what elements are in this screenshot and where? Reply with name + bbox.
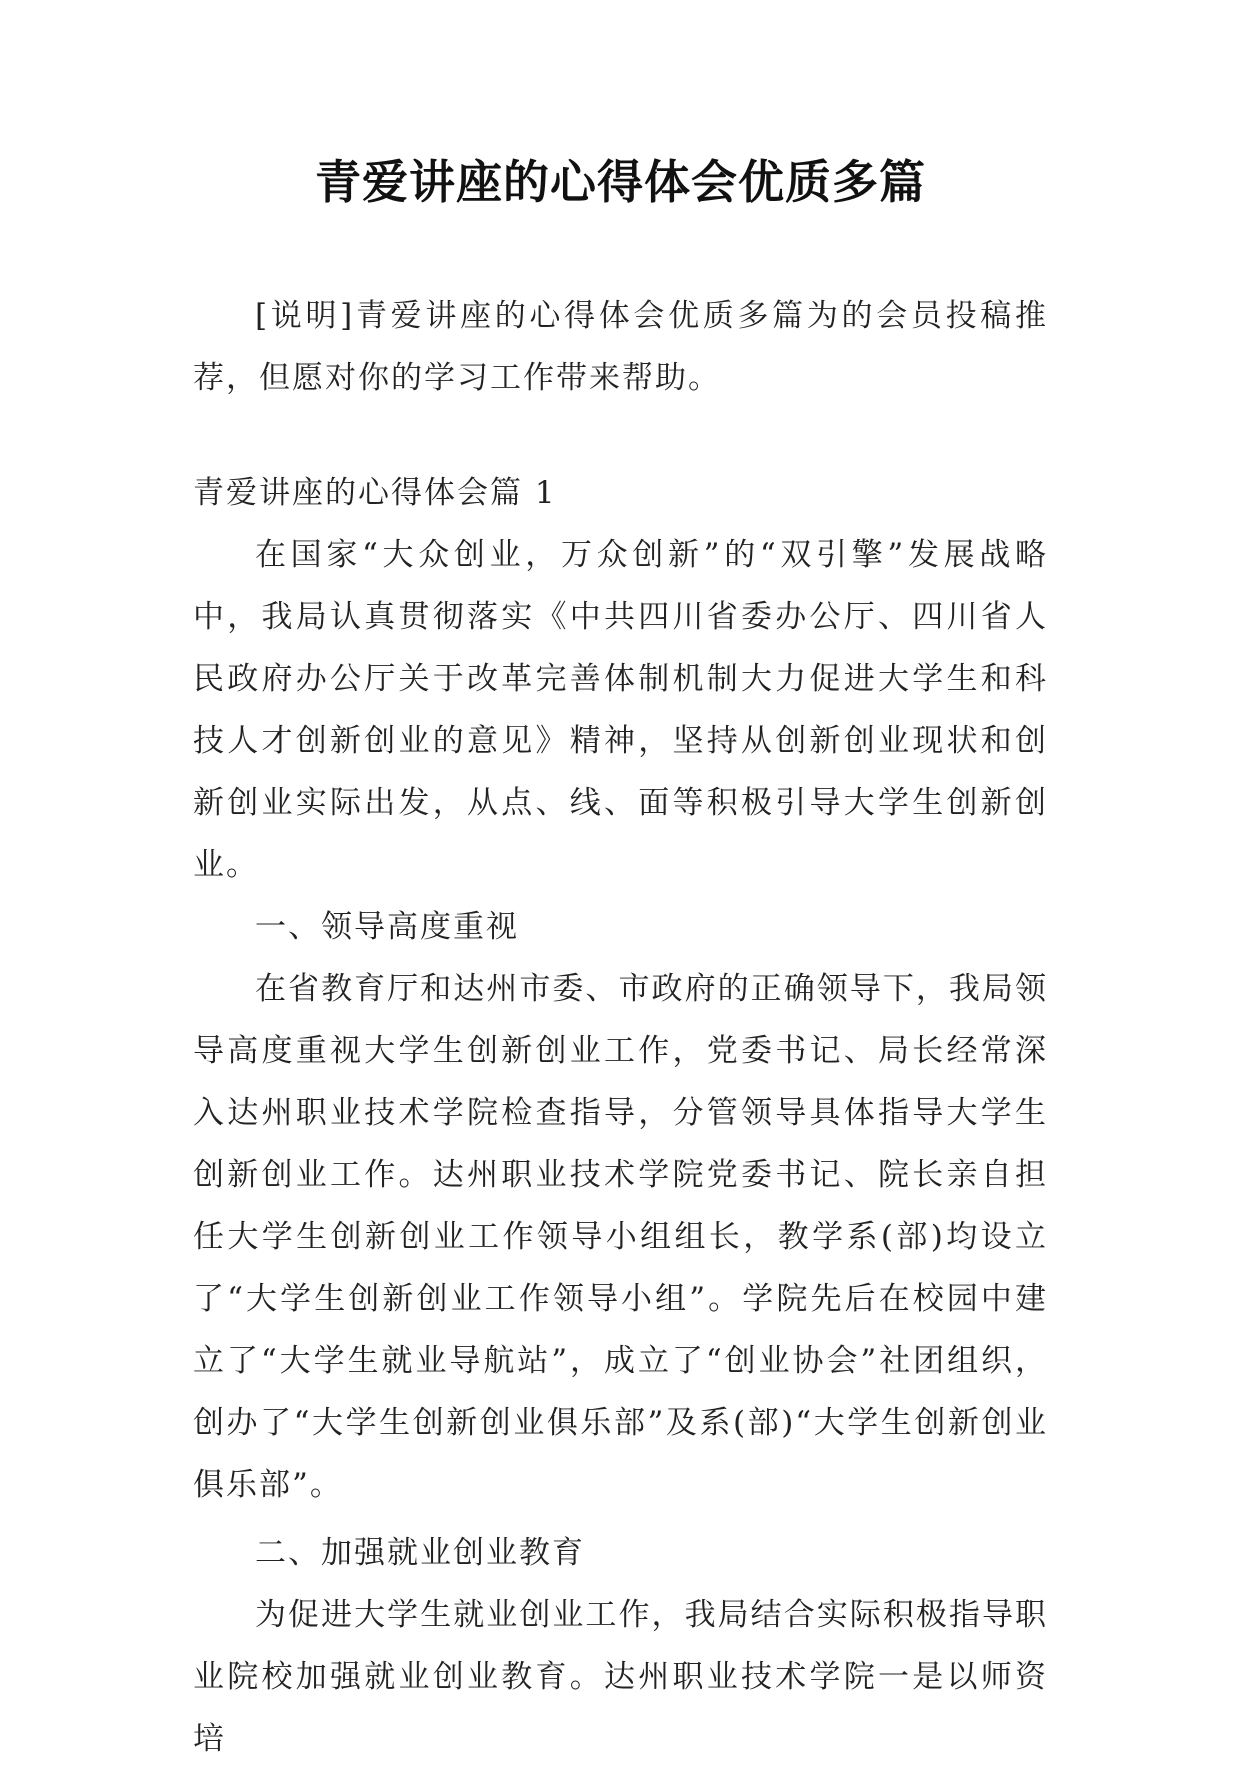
subheading-2: 二、加强就业创业教育 <box>255 1535 585 1571</box>
section-title: 青爱讲座的心得体会篇 1 <box>193 475 557 511</box>
paragraph-2: 在省教育厅和达州市委、市政府的正确领导下，我局领导高度重视大学生创新创业工作，党委书记、局长经常深入达州职业技术学院检查指导，分管领导具体指导大学生创新创业工作。达州职业技术学院党委书记、院长亲自担任大学生创新创业工作领导小组组长，教学系(部)均设立了“大学生创新创业工作领导小组”。学院先后在校园中建立了“大学生就业导航站”，成立了“创业协会”社团组织，创办了“大学生创新创业俱乐部”及系(部)“大学生创新创业俱乐部”。 <box>193 971 1048 1503</box>
section-block <box>193 462 1048 1770</box>
note-paragraph: [说明]青爱讲座的心得体会优质多篇为的会员投稿推荐，但愿对你的学习工作带来帮助。 <box>193 298 1048 396</box>
paragraph-3: 为促进大学生就业创业工作，我局结合实际积极指导职业院校加强就业创业教育。达州职业技术学院一是以师资培 <box>193 1597 1048 1757</box>
paragraph-1: 在国家“大众创业，万众创新”的“双引擎”发展战略中，我局认真贯彻落实《中共四川省委办公厅、四川省人民政府办公厅关于改革完善体制机制大力促进大学生和科技人才创新创业的意见》精神，坚持从创新创业现状和创新创业实际出发，从点、线、面等积极引导大学生创新创业。 <box>193 537 1048 883</box>
subheading-1: 一、领导高度重视 <box>255 909 519 945</box>
document-title: 青爱讲座的心得体会优质多篇 <box>315 155 926 209</box>
note-block <box>193 285 1048 409</box>
